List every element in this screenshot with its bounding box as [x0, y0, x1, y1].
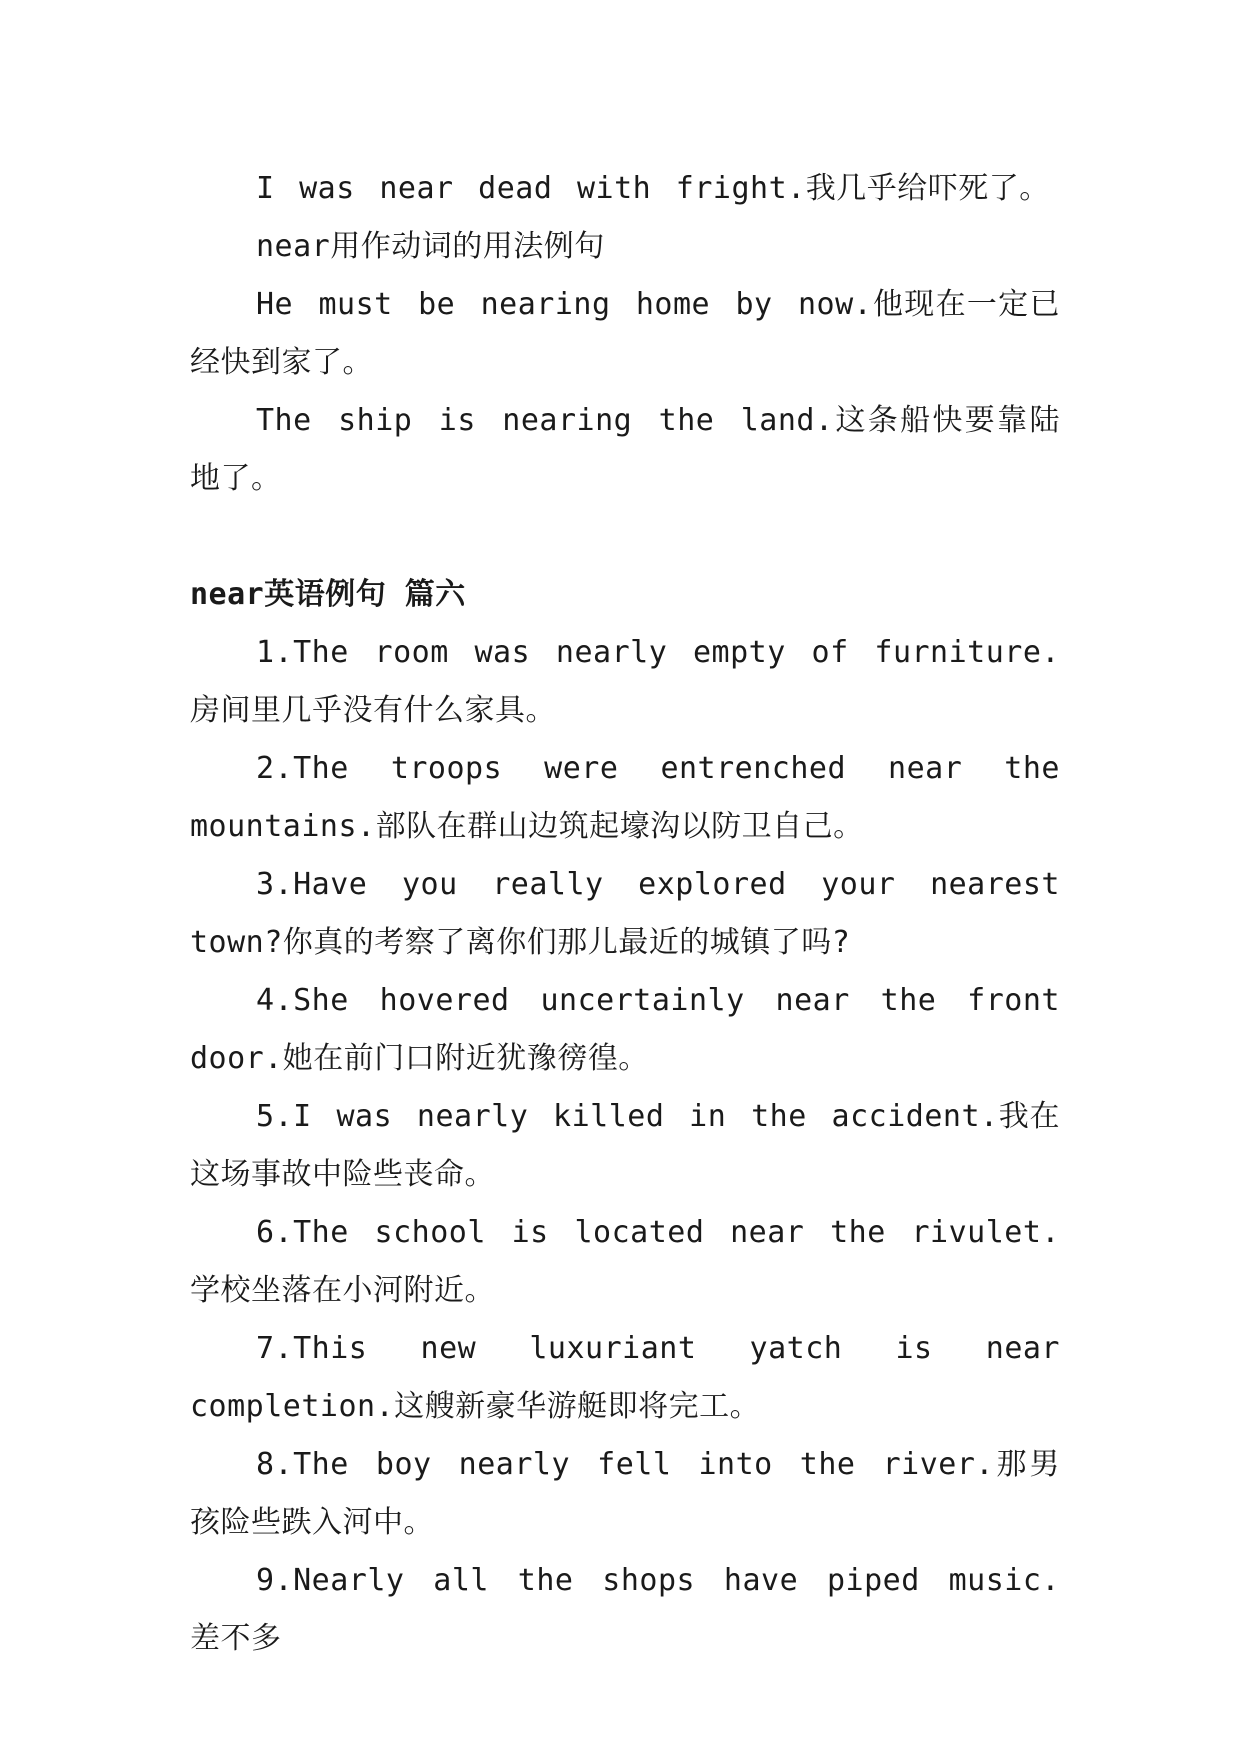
example-item: 1.The room was nearly empty of furniture.房间里几乎没有什么家具。	[190, 635, 1060, 728]
example-item: 6.The school is located near the rivulet.学校坐落在小河附近。	[190, 1215, 1060, 1308]
paragraph-nearing-land-example: The ship is nearing the land.这条船快要靠陆地了。	[190, 403, 1060, 496]
example-item: 8.The boy nearly fell into the river.那男孩险些跌入河中。	[190, 1447, 1060, 1540]
document-body	[190, 160, 1060, 1668]
example-item: 2.The troops were entrenched near the mountains.部队在群山边筑起壕沟以防卫自己。	[190, 751, 1060, 844]
paragraph-nearing-home-example: He must be nearing home by now.他现在一定已经快到家了。	[190, 287, 1060, 380]
example-item: 4.She hovered uncertainly near the front door.她在前门口附近犹豫徬徨。	[190, 983, 1060, 1076]
example-item: 7.This new luxuriant yatch is near completion.这艘新豪华游艇即将完工。	[190, 1331, 1060, 1424]
example-item: 5.I was nearly killed in the accident.我在这场事故中险些丧命。	[190, 1099, 1060, 1192]
paragraph-verb-usage-label: near用作动词的用法例句	[256, 229, 605, 264]
paragraph-fright-example: I was near dead with fright.我几乎给吓死了。	[256, 171, 1050, 206]
example-item: 3.Have you really explored your nearest town?你真的考察了离你们那儿最近的城镇了吗?	[190, 867, 1060, 960]
example-item: 9.Nearly all the shops have piped music.差不多	[190, 1563, 1060, 1656]
section-heading: near英语例句 篇六	[190, 577, 466, 612]
